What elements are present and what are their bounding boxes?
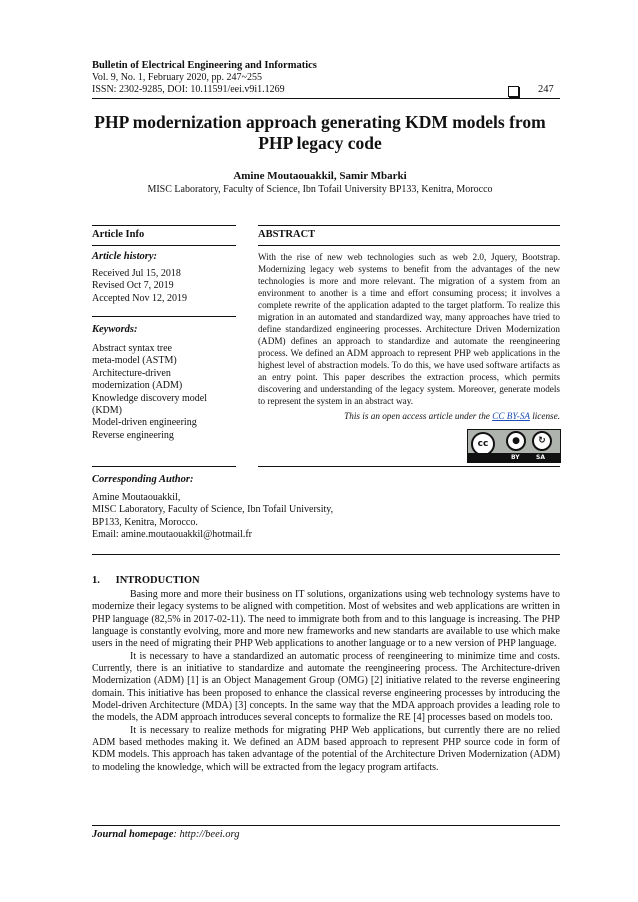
corresponding-address: BP133, Kenitra, Morocco. bbox=[92, 516, 198, 528]
received-date: Received Jul 15, 2018 bbox=[92, 268, 181, 279]
corresponding-rule bbox=[92, 554, 560, 555]
issn-line: ISSN: 2302-9285, DOI: 10.11591/eei.v9i1.1269 bbox=[92, 84, 285, 95]
person-icon: ● bbox=[506, 431, 526, 451]
cc-icon: cc bbox=[471, 432, 495, 456]
open-access-note bbox=[258, 411, 560, 421]
article-info-heading: Article Info bbox=[92, 229, 145, 240]
corresponding-name: Amine Moutaouakkil, bbox=[92, 492, 181, 503]
license-link[interactable]: CC BY-SA bbox=[492, 411, 530, 421]
title-line-2: PHP legacy code bbox=[258, 133, 382, 153]
intro-paragraph: Basing more and more their business on IT solutions, organizations using web technology systems have to modernize their legacy systems to be aligned with competition. Most of websites and web applications are written in PHP language (82,5% in 2017-02-11). The need to immigrate both from and to this language is increasing. The PHP language is constantly evolving, more and more new frameworks and new standarts are available to use which make users in the need of migrating their PHP Web applications to another language or to a new version of PHP language. bbox=[92, 589, 560, 650]
abstract-heading-rule bbox=[258, 245, 560, 246]
revised-date: Revised Oct 7, 2019 bbox=[92, 280, 174, 292]
header-divider bbox=[92, 98, 560, 99]
homepage-url[interactable]: : http://beei.org bbox=[173, 829, 240, 840]
paper-title bbox=[80, 112, 560, 154]
intro-paragraph: It is necessary to realize methods for migrating PHP Web applications, but currently there are no relied ADM based methodes making it. We defined an ADM based approach to represent PHP source code in form of KDM models. This approach has taken advantage of the potential of the Architecture Driven Modernization (ADM) to modeling the knowledge, which will be extracted from the legacy program artifacts. bbox=[92, 724, 560, 773]
corresponding-email: Email: amine.moutaouakkil@hotmail.fr bbox=[92, 529, 253, 541]
abstract-text: With the rise of new web technologies such as web 2.0, Jquery, Bootstrap. Modernizing legacy web systems to benefit from the advantages of the new technologies is more and more relevant. The migration of a system from an environment to another is a time and effort consuming process; it involves a complete rewrite of the application adapted to the target platform. To realize this migration in an automated and standardized way, many approaches have tried to define standardized engineering processes. Architecture Driven Modernization (ADM) defines an approach to standardize and automate the reengineering process. We defined an ADM approach to represent PHP web applications in the highest level of abstraction models. To do this, we have used software artifacts as an entry point. This paper describes the extraction process, which permits discovering and understanding of the legacy system. Moreover, generate models to represent the system in an abstract way. bbox=[258, 252, 560, 406]
journal-homepage bbox=[92, 829, 240, 840]
abstract-bottom-rule bbox=[258, 466, 560, 467]
keyword: (KDM) bbox=[92, 405, 122, 417]
intro-heading: 1. INTRODUCTION bbox=[92, 575, 200, 586]
keyword: Model-driven engineering bbox=[92, 417, 197, 429]
keyword: Reverse engineering bbox=[92, 429, 174, 441]
corresponding-label: Corresponding Author: bbox=[92, 474, 194, 485]
open-access-suffix: license. bbox=[529, 411, 560, 421]
keyword: Abstract syntax tree bbox=[92, 343, 172, 354]
article-history bbox=[92, 268, 187, 305]
journal-header bbox=[92, 60, 317, 96]
keyword: Knowledge discovery model bbox=[92, 392, 207, 404]
abstract-heading: ABSTRACT bbox=[258, 229, 316, 240]
article-history-label: Article history: bbox=[92, 251, 158, 262]
intro-paragraph: It is necessary to have a standardized an automatic process of reengineering to minimize time and costs. Currently, there is an initiative to standardize and automate the reengineering process. The Architecture-driven Modernization (ADM) [1] is an Object Management Group (OMG) [2] initiative related to the reverse engineering domain. This initiative has been proposed to enhance the classical reverse engineering processes by introducing the Model-driven Architecture (MDA) [3] concepts. In the same way that the MDA approach provides a leading role to the models, the ADM approach introduces several concepts to formalize the RE [4] processes based on models too. bbox=[92, 650, 560, 724]
accepted-date: Accepted Nov 12, 2019 bbox=[92, 292, 187, 304]
keyword: meta-model (ASTM) bbox=[92, 355, 177, 367]
info-top-rule bbox=[92, 225, 236, 226]
affiliation: MISC Laboratory, Faculty of Science, Ibn Tofail University BP133, Kenitra, Morocco bbox=[147, 184, 493, 195]
volume-line: Vol. 9, No. 1, February 2020, pp. 247~255 bbox=[92, 72, 262, 83]
intro-body bbox=[92, 589, 560, 774]
keywords-rule bbox=[92, 466, 236, 467]
footer-rule bbox=[92, 825, 560, 826]
abstract-top-rule bbox=[258, 225, 560, 226]
cc-by-sa-badge[interactable] bbox=[467, 429, 561, 463]
page-number: 247 bbox=[538, 84, 554, 95]
keywords-list bbox=[92, 343, 207, 442]
keyword: Architecture-driven bbox=[92, 367, 171, 379]
keywords-label: Keywords: bbox=[92, 324, 138, 335]
homepage-label: Journal homepage bbox=[92, 829, 174, 840]
by-label: BY bbox=[511, 454, 520, 461]
corresponding-details bbox=[92, 492, 333, 542]
sa-label: SA bbox=[536, 454, 545, 461]
title-line-1: PHP modernization approach generating KDM models from bbox=[94, 112, 546, 132]
share-alike-icon: ↻ bbox=[532, 431, 552, 451]
info-heading-rule bbox=[92, 245, 236, 246]
journal-name: Bulletin of Electrical Engineering and Informatics bbox=[92, 60, 317, 71]
square-icon bbox=[508, 86, 519, 97]
history-rule bbox=[92, 316, 236, 317]
corresponding-affiliation: MISC Laboratory, Faculty of Science, Ibn Tofail University, bbox=[92, 504, 334, 516]
authors: Amine Moutaouakkil, Samir Mbarki bbox=[233, 170, 407, 182]
keyword: modernization (ADM) bbox=[92, 380, 183, 392]
open-access-prefix: This is an open access article under the bbox=[344, 411, 493, 421]
